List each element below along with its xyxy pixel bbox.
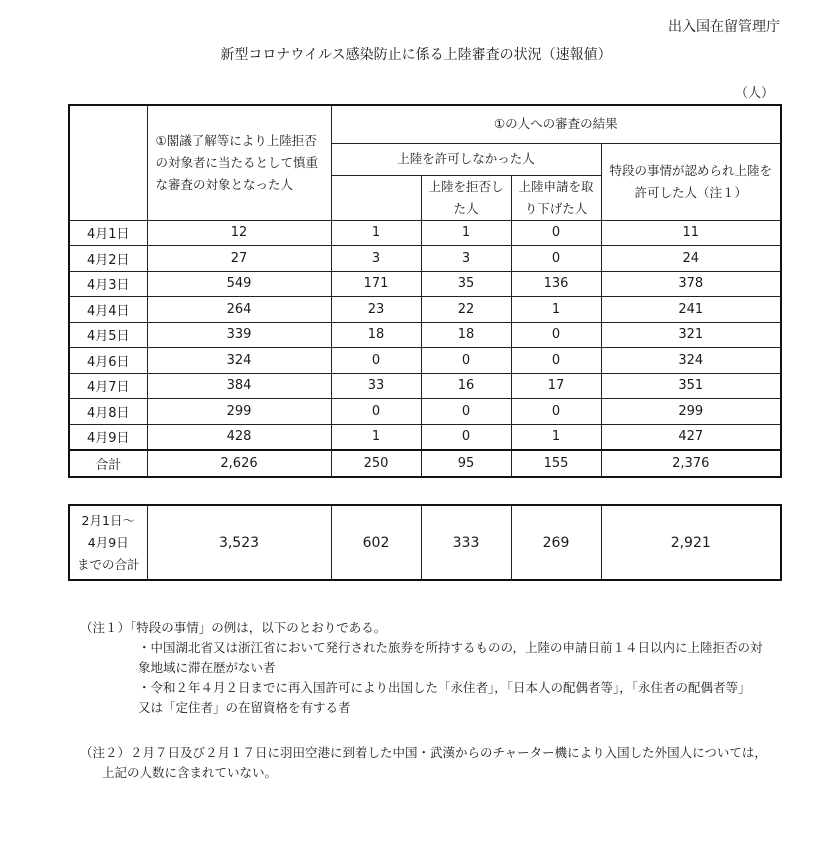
- row-withdrawn: 1: [511, 424, 601, 450]
- row-not-permitted: 33: [331, 373, 421, 399]
- header-row-1: [69, 105, 781, 143]
- unit-label: （人）: [734, 86, 774, 101]
- row-refused: 0: [421, 348, 511, 374]
- summary-special-permitted: 2,921: [601, 505, 781, 580]
- row-target-count: 264: [147, 297, 331, 323]
- table-row: [69, 297, 781, 323]
- row-refused: 0: [421, 424, 511, 450]
- row-target-count: 27: [147, 246, 331, 272]
- row-date: 4月8日: [69, 399, 147, 425]
- row-not-permitted: 0: [331, 348, 421, 374]
- total-withdrawn: 155: [511, 450, 601, 477]
- total-special-permitted: 2,376: [601, 450, 781, 477]
- total-label: 合計: [69, 450, 147, 477]
- cumulative-summary-table: [68, 504, 782, 581]
- withdrawn-header: 上陸申請を取り下げた人: [511, 175, 601, 220]
- row-target-count: 339: [147, 322, 331, 348]
- not-permitted-spacer: [331, 175, 421, 220]
- total-row: [69, 450, 781, 477]
- target-persons-header: ①閣議了解等により上陸拒否の対象者に当たるとして慎重な審査の対象となった人: [147, 105, 331, 220]
- total-target-count: 2,626: [147, 450, 331, 477]
- summary-label-line: 4月9日: [87, 534, 129, 550]
- summary-period-label: [69, 505, 147, 580]
- table-row: [69, 399, 781, 425]
- row-target-count: 384: [147, 373, 331, 399]
- row-not-permitted: 0: [331, 399, 421, 425]
- summary-withdrawn: 269: [511, 505, 601, 580]
- special-permission-header: 特段の事情が認められ上陸を許可した人（注１）: [601, 143, 781, 220]
- row-not-permitted: 23: [331, 297, 421, 323]
- row-target-count: 428: [147, 424, 331, 450]
- row-date: 4月3日: [69, 271, 147, 297]
- row-special-permitted: 11: [601, 220, 781, 246]
- row-target-count: 324: [147, 348, 331, 374]
- note-line: （注２）２月７日及び２月１７日に羽田空港に到着した中国・武漢からのチャーター機により入国した外国人については，: [80, 745, 767, 760]
- note-1: [80, 618, 780, 718]
- note-line: ・中国湖北省又は浙江省において発行された旅券を所持するものの，上陸の申請日前１４日以内に上陸拒否の対: [138, 640, 763, 655]
- total-refused: 95: [421, 450, 511, 477]
- table-row: [69, 424, 781, 450]
- row-withdrawn: 1: [511, 297, 601, 323]
- row-special-permitted: 321: [601, 322, 781, 348]
- table-row: [69, 373, 781, 399]
- row-special-permitted: 241: [601, 297, 781, 323]
- row-target-count: 549: [147, 271, 331, 297]
- row-withdrawn: 0: [511, 348, 601, 374]
- table-row: [69, 271, 781, 297]
- summary-refused: 333: [421, 505, 511, 580]
- row-special-permitted: 324: [601, 348, 781, 374]
- note-line: ・令和２年４月２日までに再入国許可により出国した「永住者」，「日本人の配偶者等」，「永住者の配偶者等」: [138, 680, 751, 695]
- not-permitted-header: 上陸を許可しなかった人: [331, 143, 601, 175]
- row-refused: 3: [421, 246, 511, 272]
- row-date: 4月5日: [69, 322, 147, 348]
- row-special-permitted: 378: [601, 271, 781, 297]
- row-refused: 0: [421, 399, 511, 425]
- summary-row: [69, 505, 781, 580]
- note-line: 上記の人数に含まれていない。: [102, 765, 278, 780]
- row-withdrawn: 17: [511, 373, 601, 399]
- row-withdrawn: 0: [511, 399, 601, 425]
- row-withdrawn: 0: [511, 246, 601, 272]
- summary-label-line: までの合計: [76, 556, 140, 572]
- row-not-permitted: 171: [331, 271, 421, 297]
- row-not-permitted: 1: [331, 220, 421, 246]
- row-date: 4月1日: [69, 220, 147, 246]
- summary-not-permitted: 602: [331, 505, 421, 580]
- refused-header: 上陸を拒否した人: [421, 175, 511, 220]
- row-special-permitted: 427: [601, 424, 781, 450]
- row-not-permitted: 3: [331, 246, 421, 272]
- note-line: 象地域に滞在歴がない者: [138, 660, 276, 675]
- table-row: [69, 322, 781, 348]
- row-date: 4月2日: [69, 246, 147, 272]
- document-title: 新型コロナウイルス感染防止に係る上陸審査の状況（速報値）: [220, 47, 612, 63]
- daily-inspection-table: [68, 104, 782, 478]
- table-row: [69, 348, 781, 374]
- note-1-heading: （注１）「特段の事情」の例は，以下のとおりである。: [80, 620, 387, 635]
- row-special-permitted: 24: [601, 246, 781, 272]
- row-target-count: 12: [147, 220, 331, 246]
- row-withdrawn: 136: [511, 271, 601, 297]
- row-refused: 16: [421, 373, 511, 399]
- row-special-permitted: 299: [601, 399, 781, 425]
- summary-label-line: 2月1日～: [81, 512, 135, 528]
- row-date: 4月9日: [69, 424, 147, 450]
- note-2: [80, 743, 780, 783]
- note-1-item: [138, 678, 780, 718]
- row-withdrawn: 0: [511, 220, 601, 246]
- table-row: [69, 220, 781, 246]
- row-date: 4月4日: [69, 297, 147, 323]
- row-date: 4月7日: [69, 373, 147, 399]
- summary-target-count: 3,523: [147, 505, 331, 580]
- date-header-cell: [69, 105, 147, 220]
- note-line: 又は「定住者」の在留資格を有する者: [138, 700, 351, 715]
- total-not-permitted: 250: [331, 450, 421, 477]
- row-not-permitted: 18: [331, 322, 421, 348]
- row-date: 4月6日: [69, 348, 147, 374]
- note-1-item: [138, 638, 780, 678]
- row-refused: 1: [421, 220, 511, 246]
- results-header: ①の人への審査の結果: [331, 105, 781, 143]
- table-row: [69, 246, 781, 272]
- row-target-count: 299: [147, 399, 331, 425]
- row-special-permitted: 351: [601, 373, 781, 399]
- row-refused: 35: [421, 271, 511, 297]
- agency-name: 出入国在留管理庁: [668, 19, 780, 35]
- row-withdrawn: 0: [511, 322, 601, 348]
- row-refused: 22: [421, 297, 511, 323]
- row-refused: 18: [421, 322, 511, 348]
- row-not-permitted: 1: [331, 424, 421, 450]
